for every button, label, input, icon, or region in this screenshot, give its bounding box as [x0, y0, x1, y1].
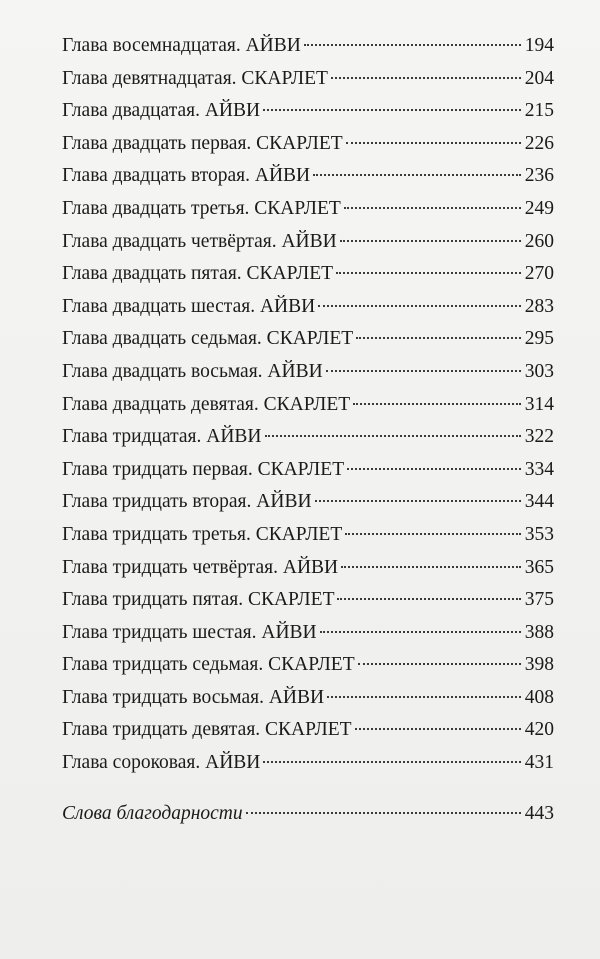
page-number: 204: [524, 67, 554, 89]
dot-leader: [263, 109, 521, 111]
dot-leader: [345, 533, 521, 535]
page-number: 334: [524, 458, 554, 480]
chapter-title: Глава девятнадцатая. СКАРЛЕТ: [62, 67, 328, 89]
chapter-title: Глава тридцать вторая. АЙВИ: [62, 491, 312, 513]
chapter-title: Глава двадцать вторая. АЙВИ: [62, 165, 311, 187]
page-number: 260: [524, 230, 554, 252]
page-number: 295: [524, 328, 554, 350]
toc-entry: [62, 584, 554, 617]
chapter-title: Глава двадцатая. АЙВИ: [62, 100, 261, 122]
dot-leader: [315, 500, 521, 502]
dot-leader: [337, 598, 520, 600]
chapter-title: Глава двадцать первая. СКАРЛЕТ: [62, 132, 343, 154]
chapter-title: Глава тридцать четвёртая. АЙВИ: [62, 556, 339, 578]
page-number: 194: [524, 35, 554, 56]
toc-entry: [62, 30, 554, 63]
toc-entry: [62, 617, 554, 650]
chapter-title: Глава двадцать шестая. АЙВИ: [62, 295, 316, 317]
toc-entry: [62, 226, 554, 259]
dot-leader: [304, 44, 521, 46]
chapter-title: Глава двадцать третья. СКАРЛЕТ: [62, 197, 341, 219]
toc-entry: [62, 682, 554, 715]
chapter-title: Глава сороковая. АЙВИ: [62, 752, 261, 774]
dot-leader: [313, 174, 521, 176]
toc-entry: [62, 747, 554, 780]
toc-entry: [62, 323, 554, 356]
dot-leader: [358, 663, 521, 665]
section-gap: [62, 780, 554, 798]
chapter-title: Глава тридцать шестая. АЙВИ: [62, 621, 317, 643]
page-number: 420: [524, 719, 554, 741]
page-number: 431: [524, 752, 554, 774]
toc-entry: [62, 291, 554, 324]
dot-leader: [318, 305, 521, 307]
toc-entry: [62, 63, 554, 96]
dot-leader: [346, 142, 521, 144]
chapter-title: Глава тридцать седьмая. СКАРЛЕТ: [62, 654, 355, 676]
acknowledgements-title: Слова благодарности: [62, 802, 243, 824]
chapter-title: Глава тридцать первая. СКАРЛЕТ: [62, 458, 345, 480]
toc-entry: [62, 356, 554, 389]
page-number: 388: [524, 621, 554, 643]
dot-leader: [347, 468, 521, 470]
chapter-title: Глава тридцать девятая. СКАРЛЕТ: [62, 719, 352, 741]
dot-leader: [331, 77, 521, 79]
toc-entry: [62, 389, 554, 422]
dot-leader: [344, 207, 521, 209]
dot-leader: [341, 566, 521, 568]
toc-entry: [62, 454, 554, 487]
page-number: 236: [524, 165, 554, 187]
toc-entry: [62, 714, 554, 747]
chapter-title: Глава тридцатая. АЙВИ: [62, 426, 262, 448]
chapter-title: Глава двадцать четвёртая. АЙВИ: [62, 230, 337, 252]
chapter-title: Глава двадцать девятая. СКАРЛЕТ: [62, 393, 351, 415]
toc-entry: [62, 552, 554, 585]
page-number: 353: [524, 523, 554, 545]
dot-leader: [265, 435, 521, 437]
page-number: 322: [524, 426, 554, 448]
dot-leader: [246, 812, 521, 814]
chapter-title: Глава тридцать восьмая. АЙВИ: [62, 686, 325, 708]
dot-leader: [326, 370, 521, 372]
page-number: 398: [524, 654, 554, 676]
toc-entry: [62, 258, 554, 291]
toc-entry: [62, 95, 554, 128]
toc-entry: [62, 128, 554, 161]
page-number: 344: [524, 491, 554, 513]
chapter-title: Глава двадцать пятая. СКАРЛЕТ: [62, 263, 334, 285]
page-number: 375: [524, 589, 554, 611]
page-number: 408: [524, 686, 554, 708]
dot-leader: [263, 761, 520, 763]
dot-leader: [356, 337, 521, 339]
page-number: 215: [524, 100, 554, 122]
toc-entry: [62, 193, 554, 226]
chapter-title: Глава тридцать третья. СКАРЛЕТ: [62, 523, 343, 545]
dot-leader: [320, 631, 521, 633]
dot-leader: [336, 272, 521, 274]
page-number: 270: [524, 263, 554, 285]
page-number: 249: [524, 197, 554, 219]
dot-leader: [327, 696, 521, 698]
dot-leader: [340, 240, 521, 242]
toc-entry: [62, 486, 554, 519]
chapter-title: Глава двадцать восьмая. АЙВИ: [62, 360, 323, 382]
dot-leader: [353, 403, 521, 405]
toc-entry-acknowledgements: [62, 798, 554, 831]
toc-entry: [62, 160, 554, 193]
page-number: 283: [524, 295, 554, 317]
chapter-title: Глава восемнадцатая. АЙВИ: [62, 35, 301, 56]
chapter-title: Глава двадцать седьмая. СКАРЛЕТ: [62, 328, 354, 350]
page-number: 314: [524, 393, 554, 415]
page-number: 303: [524, 360, 554, 382]
page-number: 443: [524, 802, 554, 824]
dot-leader: [355, 728, 521, 730]
toc-entry: [62, 519, 554, 552]
page-number: 226: [524, 132, 554, 154]
toc-entry: [62, 421, 554, 454]
table-of-contents: [62, 30, 554, 830]
chapter-title: Глава тридцать пятая. СКАРЛЕТ: [62, 589, 335, 611]
toc-entry: [62, 649, 554, 682]
page-number: 365: [524, 556, 554, 578]
